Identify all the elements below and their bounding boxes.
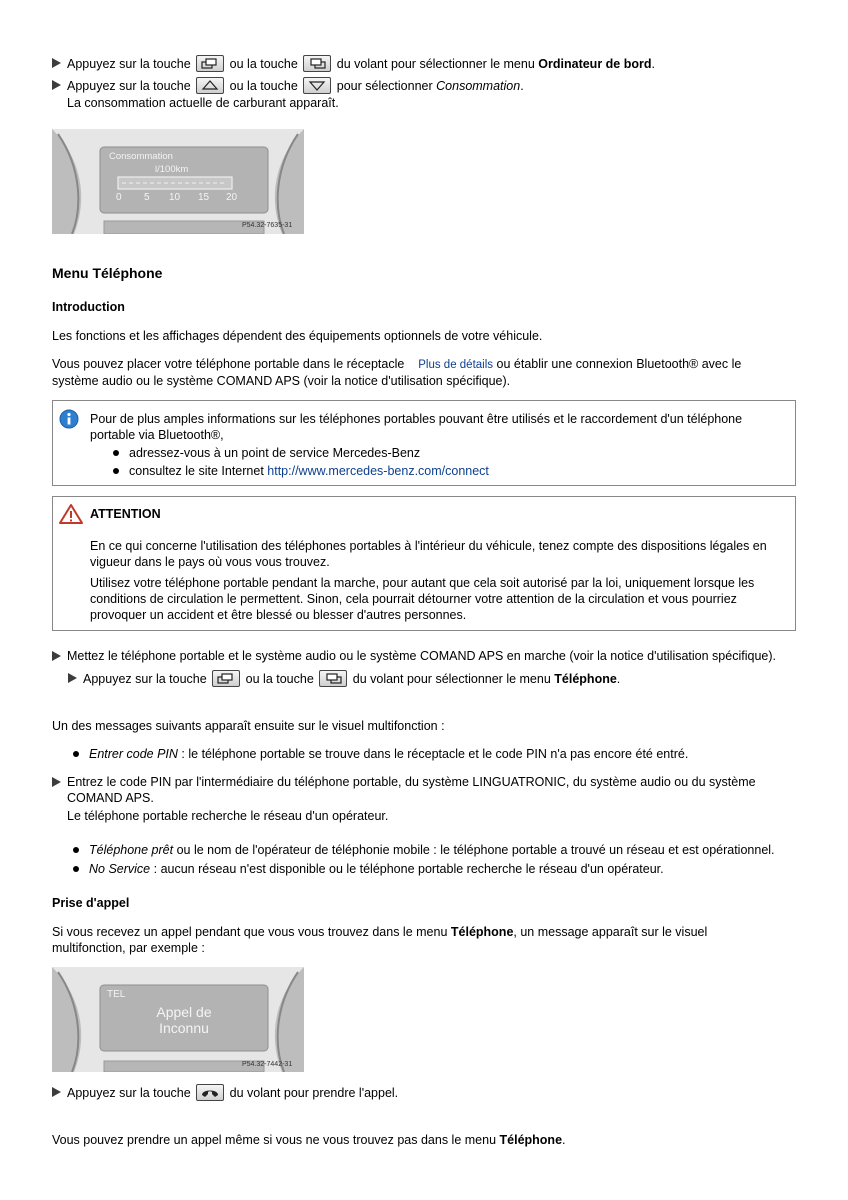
page-back-key-icon — [196, 55, 224, 72]
info-text: Pour de plus amples informations sur les téléphones portables pouvant être utilisés et le raccordement d'un téléphone portable via Bluetooth®, — [90, 412, 743, 442]
info-box: Pour de plus amples informations sur les téléphones portables pouvant être utilisés et le raccordement d'un téléphone portable via Bluetooth®, adressez-vous à un point de service Mercedes-Benz consultez le site Internet http://www.mercedes-benz.com/connect — [52, 400, 796, 486]
display-caller: Appel de Inconnu — [156, 1004, 212, 1036]
consumption-display-image — [52, 129, 304, 234]
warning-triangle-icon — [58, 503, 84, 525]
intro-paragraph-2: Vous pouvez placer votre téléphone portable dans le réceptacle Plus de détails ou établir une connexion Bluetooth® avec le système audio ou le système COMAND APS (voir la notice d'utilisation spécifique). — [52, 357, 742, 388]
messages-intro: Un des messages suivants apparaît ensuite sur le visuel multifonction : — [52, 719, 445, 733]
intro-paragraph-1: Les fonctions et les affichages dépendent des équipements optionnels de votre véhicule. — [52, 329, 543, 343]
info-icon — [59, 409, 79, 429]
page-back-key-icon — [212, 670, 240, 687]
arrow-bullet-icon — [68, 673, 77, 683]
page-forward-key-icon — [319, 670, 347, 687]
call-paragraph: Si vous recevez un appel pendant que vous vous trouvez dans le menu Téléphone, un message apparaît sur le visuel multifonction, par exemple : — [52, 925, 708, 955]
image-ref: P54.32-7442-31 — [242, 1061, 293, 1068]
more-details-link[interactable]: Plus de détails — [418, 359, 494, 371]
warning-box — [52, 496, 796, 631]
arrow-bullet-icon — [52, 1087, 61, 1097]
image-ref: P54.32-7635-31 — [242, 222, 293, 229]
down-key-icon — [303, 77, 331, 94]
website-link[interactable]: http://www.mercedes-benz.com/connect — [267, 464, 489, 478]
call-title: Prise d'appel — [52, 896, 130, 910]
arrow-bullet-icon — [52, 777, 61, 787]
arrow-bullet-icon — [52, 651, 61, 661]
warning-paragraph-1: En ce qui concerne l'utilisation des téléphones portables à l'intérieur du véhicule, tenez compte des dispositions légales en vigueur dans le pays où vous vous trouvez. — [90, 539, 767, 569]
page-forward-key-icon — [303, 55, 331, 72]
tick-0: 0 — [116, 192, 122, 203]
arrow-bullet-icon — [52, 80, 61, 90]
tick-10: 10 — [169, 192, 181, 203]
fuel-note: La consommation actuelle de carburant apparaît. — [67, 96, 339, 110]
display-unit: l/100km — [155, 164, 189, 175]
tick-15: 15 — [198, 192, 210, 203]
up-key-icon — [196, 77, 224, 94]
display-tag: TEL — [107, 989, 126, 1000]
warning-paragraph-2: Utilisez votre téléphone portable pendant la marche, pour autant que cela soit autorisé par la loi, uniquement lorsque les conditions de circulation le permettent. Sinon, cela pourrait détourner votre attention de la circulation et vous pourriez provoquer un accident et être blessé ou blesser d'autres personnes. — [90, 576, 755, 622]
arrow-bullet-icon — [52, 58, 61, 68]
tick-5: 5 — [144, 192, 150, 203]
incoming-call-display-image — [52, 967, 304, 1072]
final-paragraph: Vous pouvez prendre un appel même si vous ne vous trouvez pas dans le menu Téléphone. — [52, 1133, 566, 1147]
display-title: Consommation — [109, 151, 173, 162]
intro-title: Introduction — [52, 300, 125, 314]
tick-20: 20 — [226, 192, 238, 203]
phone-answer-key-icon — [196, 1084, 224, 1101]
warning-title: ATTENTION — [90, 507, 161, 521]
section-title: Menu Téléphone — [52, 265, 163, 281]
